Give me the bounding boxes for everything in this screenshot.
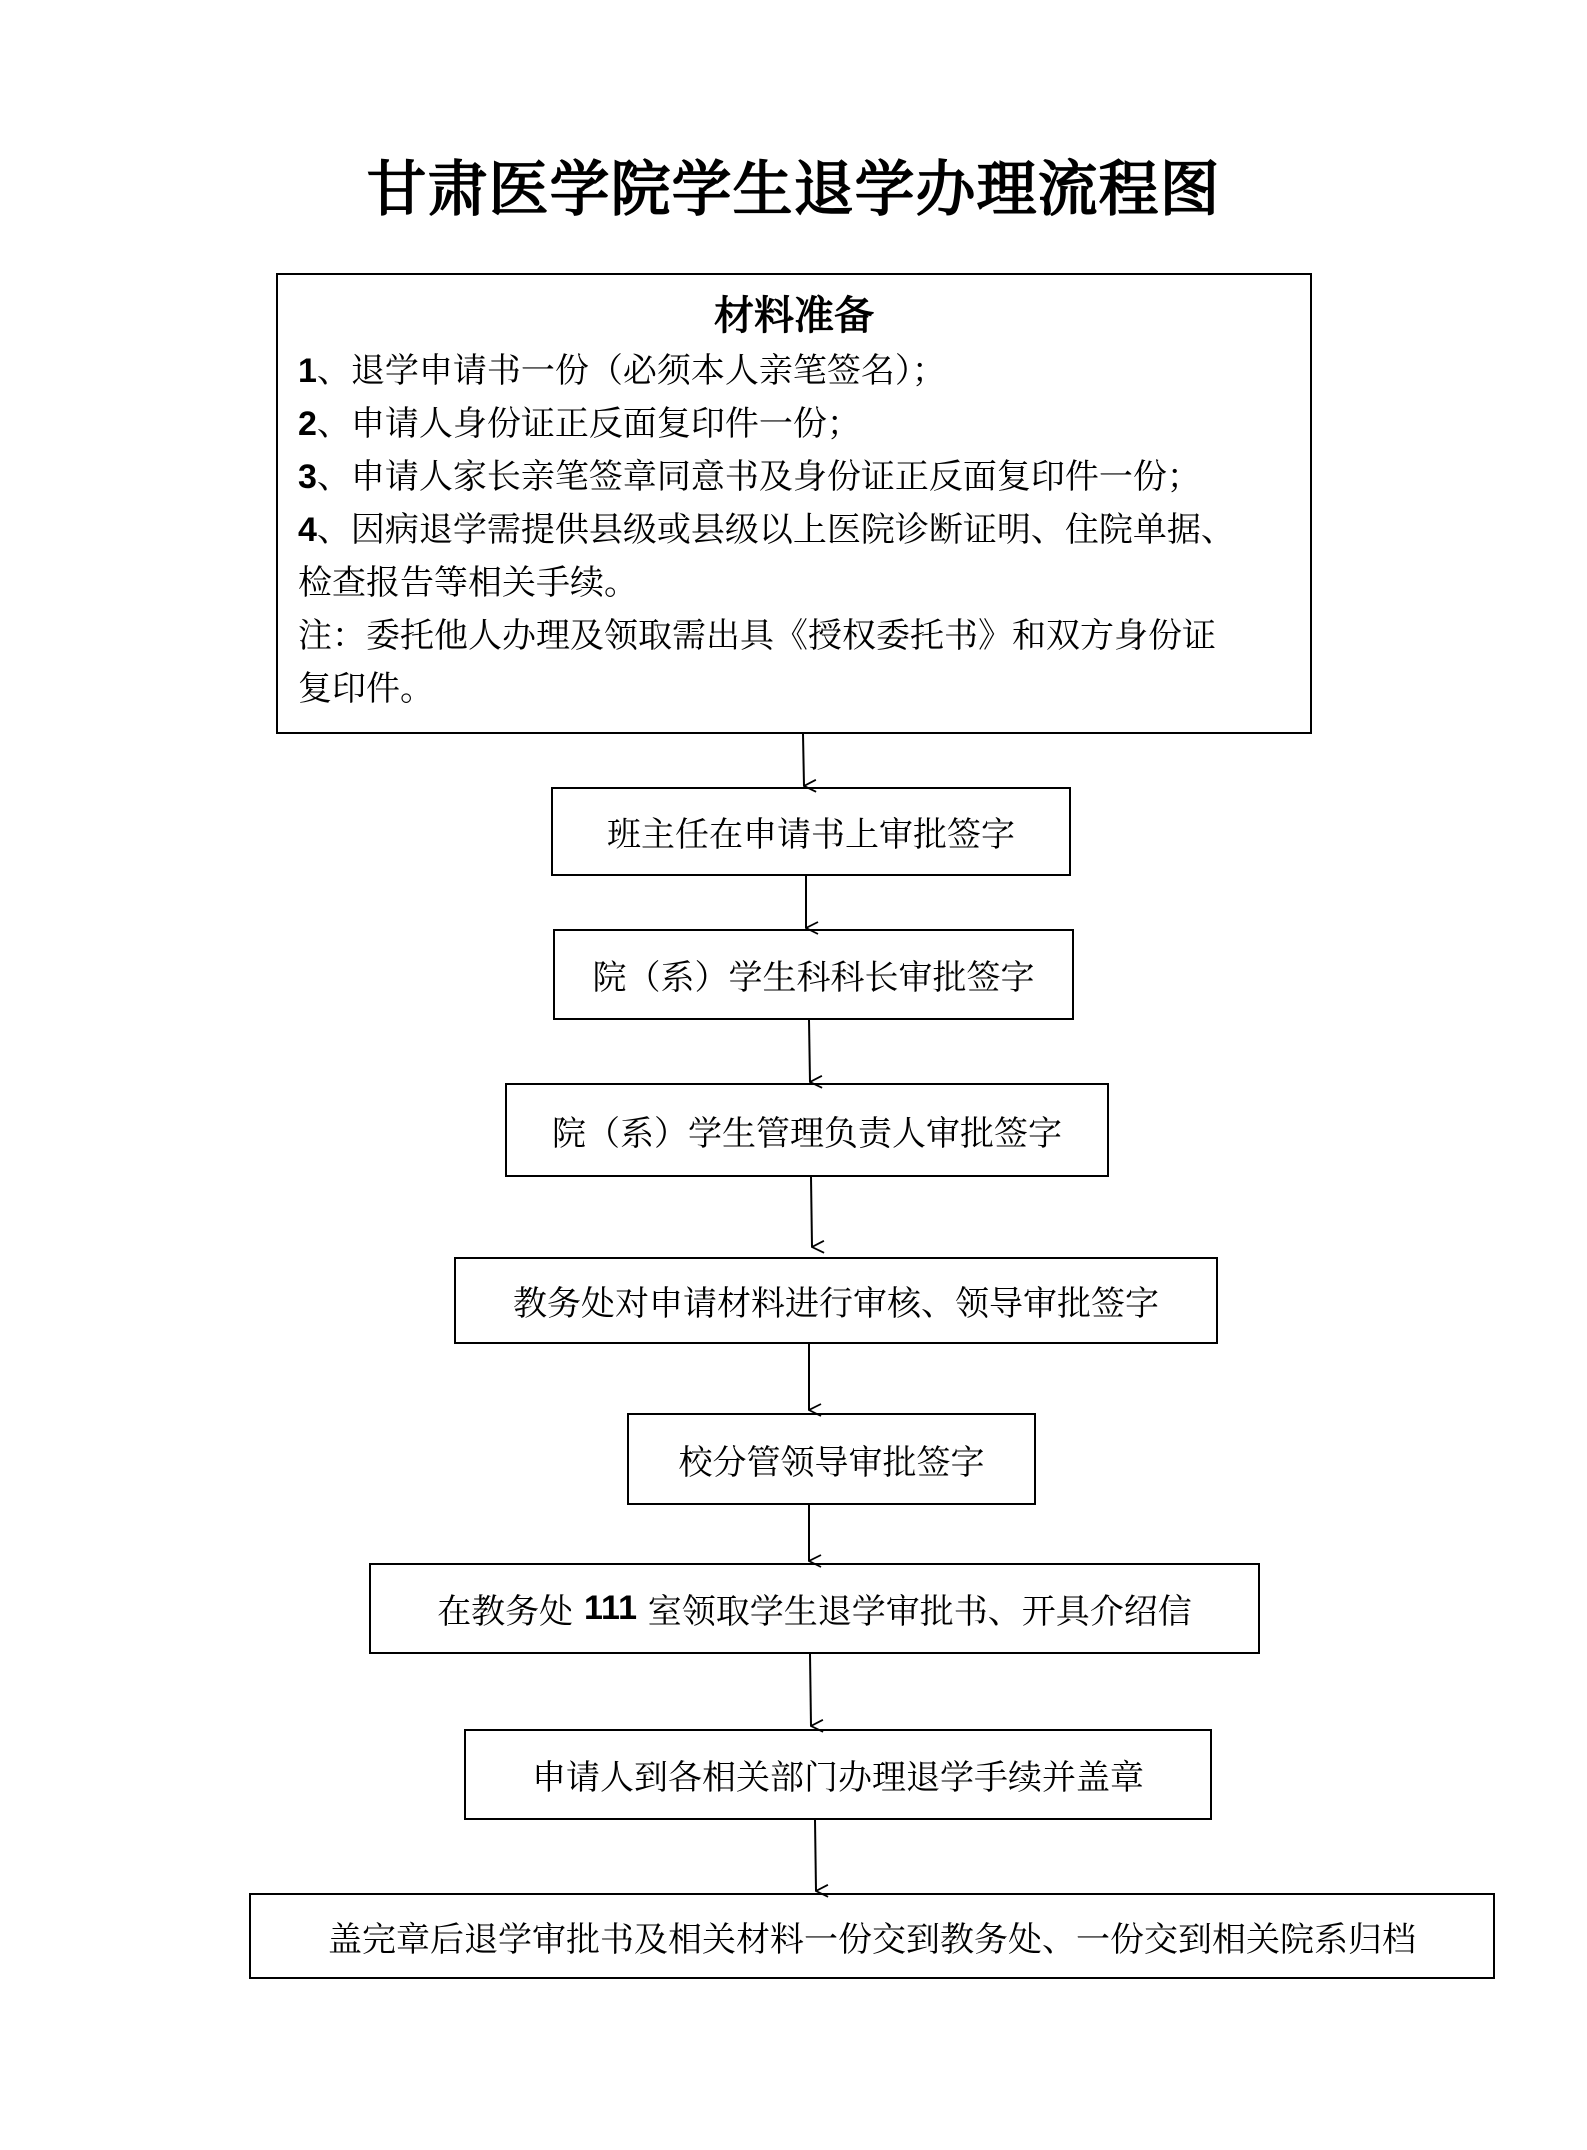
item-text: 因病退学需提供县级或县级以上医院诊断证明、住院单据、 bbox=[350, 510, 1235, 550]
item-text: 申请人身份证正反面复印件一份； bbox=[350, 404, 861, 444]
item-number: 3 bbox=[298, 458, 317, 496]
step-label: 申请人到各相关部门办理退学手续并盖章 bbox=[532, 1758, 1144, 1798]
arrow-8 bbox=[815, 1820, 816, 1891]
item-number: 2 bbox=[298, 405, 317, 443]
materials-note-line-1: 注：委托他人办理及领取需出具《授权委托书》和双方身份证 bbox=[298, 616, 1216, 656]
item-separator: 、 bbox=[316, 457, 351, 497]
item-text: 申请人家长亲笔签章同意书及身份证正反面复印件一份； bbox=[350, 457, 1201, 497]
arrow-3 bbox=[809, 1020, 810, 1082]
item-number: 4 bbox=[298, 511, 317, 549]
step-label: 班主任在申请书上审批签字 bbox=[607, 815, 1015, 855]
step-label: 院（系）学生科科长审批签字 bbox=[592, 958, 1035, 998]
step-label-post: 室领取学生退学审批书、开具介绍信 bbox=[636, 1592, 1192, 1632]
step-label: 院（系）学生管理负责人审批签字 bbox=[552, 1113, 1062, 1154]
materials-item-4-continued: 检查报告等相关手续。 bbox=[298, 563, 638, 603]
step-label: 校分管领导审批签字 bbox=[678, 1442, 985, 1483]
step-label: 盖完章后退学审批书及相关材料一份交到教务处、一份交到相关院系归档 bbox=[328, 1919, 1416, 1960]
step-label-pre: 在教务处 bbox=[437, 1592, 584, 1632]
arrow-4 bbox=[811, 1177, 812, 1247]
page-title: 甘肃医学院学生退学办理流程图 bbox=[366, 155, 1221, 225]
item-text: 退学申请书一份（必须本人亲笔签名）； bbox=[350, 351, 946, 391]
item-number: 1 bbox=[298, 352, 317, 390]
arrow-7 bbox=[810, 1654, 811, 1726]
materials-heading: 材料准备 bbox=[714, 292, 874, 339]
item-separator: 、 bbox=[316, 351, 351, 391]
item-separator: 、 bbox=[316, 510, 351, 550]
step-label: 教务处对申请材料进行审核、领导审批签字 bbox=[513, 1284, 1159, 1324]
room-number: 111 bbox=[584, 1589, 637, 1627]
materials-note-line-2: 复印件。 bbox=[298, 669, 434, 709]
item-separator: 、 bbox=[316, 404, 351, 444]
arrow-1 bbox=[803, 734, 804, 786]
